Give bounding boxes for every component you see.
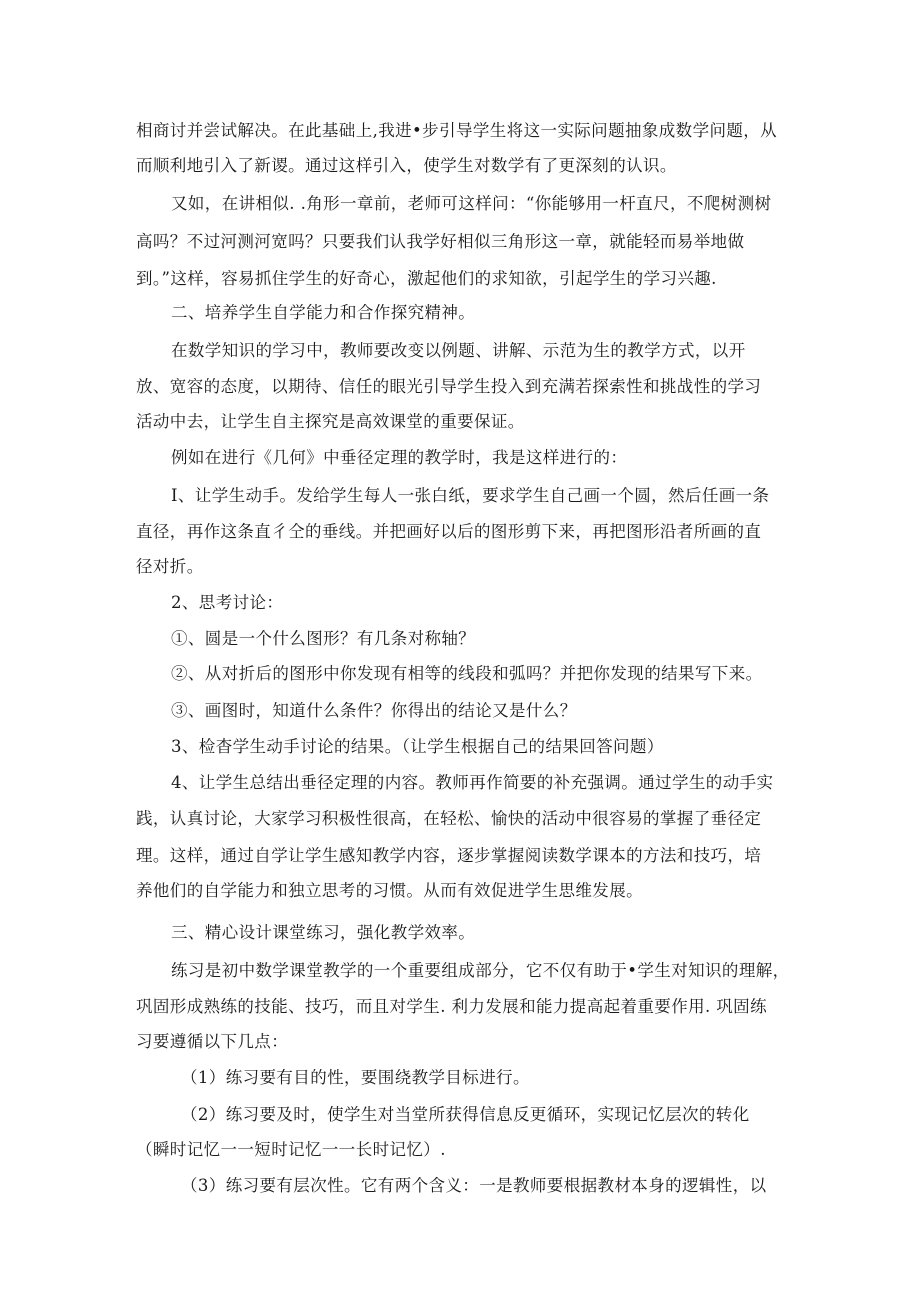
text-line: （瞬时记忆一一短时记忆一一长时记忆）. — [136, 1140, 446, 1159]
text-line: 到。”这样，容易抓住学生的好奇心，激起他们的求知欲，引起学生的学习兴趣. — [136, 269, 717, 288]
text-line: ③、画图时，知道什么条件？你得出的结论又是什么？ — [171, 701, 577, 720]
text-line: （3）练习要有层次性。它有两个含义：一是教师要根据教材本身的逻辑性，以 — [181, 1176, 767, 1195]
text-line: （1）练习要有目的性，要围绕教学目标进行。 — [181, 1068, 530, 1087]
text-line: （2）练习要及时，使学生对当堂所获得信息反更循环，实现记忆层次的转化 — [181, 1105, 750, 1124]
text-line: 例如在进行《几何》中垂径定理的教学时，我是这样进行的： — [171, 448, 628, 467]
text-line: 相商讨并尝试解决。在此基础上,我进•步引导学生将这一实际问题抽象成数学问题，从 — [136, 121, 778, 140]
text-line: 高吗？不过河测河宽吗？只要我们认我学好相似三角形这一章，就能轻而易举地做 — [136, 232, 745, 251]
text-line: 练习是初中数学课堂教学的一个重要组成部分，它不仅有助于•学生对知识的理解， — [171, 961, 790, 980]
text-line: 又如，在讲相似. .角形一章前，老师可这样问：“你能够用一杆直尺，不爬树测树 — [171, 194, 772, 213]
text-line: 在数学知识的学习中，教师要改变以例题、讲解、示范为生的教学方式，以开 — [171, 341, 746, 360]
text-line: 放、宽容的态度，以期待、信任的眼光引导学生投入到充满若探索性和挑战性的学习 — [136, 377, 762, 396]
text-line: 习要遵循以下几点： — [136, 1032, 289, 1051]
text-line: 活动中去，让学生自主探究是高效课堂的重要保证。 — [136, 412, 525, 431]
section-heading: 三、精心设计课堂练习，强化教学效率。 — [171, 923, 476, 942]
text-line: I、让学生动手。发给学生每人一张白纸，要求学生自己画一个圆，然后任画一条 — [171, 486, 770, 505]
text-line: 2、思考讨论： — [171, 593, 284, 612]
text-line: 巩固形成熟练的技能、技巧，而且对学生. 利力发展和能力提高起着重要作用. 巩固练 — [136, 997, 767, 1016]
text-line: 直径，再作这条直彳仝的垂线。并把画好以后的图形剪下来，再把图形沿者所画的直 — [136, 522, 762, 541]
text-line: 理。这样，通过自学让学生感知教学内容，逐步掌握阅读数学课本的方法和技巧，培 — [136, 846, 762, 865]
text-line: 4、让学生总结出垂径定理的内容。教师再作简要的补充强调。通过学生的动手实 — [171, 773, 774, 792]
text-line: 径对折。 — [136, 557, 204, 576]
text-line: ①、圆是一个什么图形？有几条对称轴？ — [171, 629, 476, 648]
text-line: 养他们的自学能力和独立思考的习惯。从而有效促进学生思维发展。 — [136, 881, 643, 900]
text-line: ②、从对折后的图形中你发现有相等的线段和弧吗？并把你发现的结果写下来。 — [171, 664, 763, 683]
text-line: 践，认真讨论，大家学习积极性很高，在轻松、愉快的活动中很容易的掌握了垂径定 — [136, 809, 762, 828]
text-line: 3、检杳学生动手讨论的结果。（让学生根据自己的结果回答问题） — [171, 737, 664, 756]
text-line: 而顺利地引入了新谡。通过这样引入，使学生对数学有了更深刻的认识。 — [136, 156, 677, 175]
section-heading: 二、培养学生自学能力和合作探究精神。 — [171, 303, 476, 322]
